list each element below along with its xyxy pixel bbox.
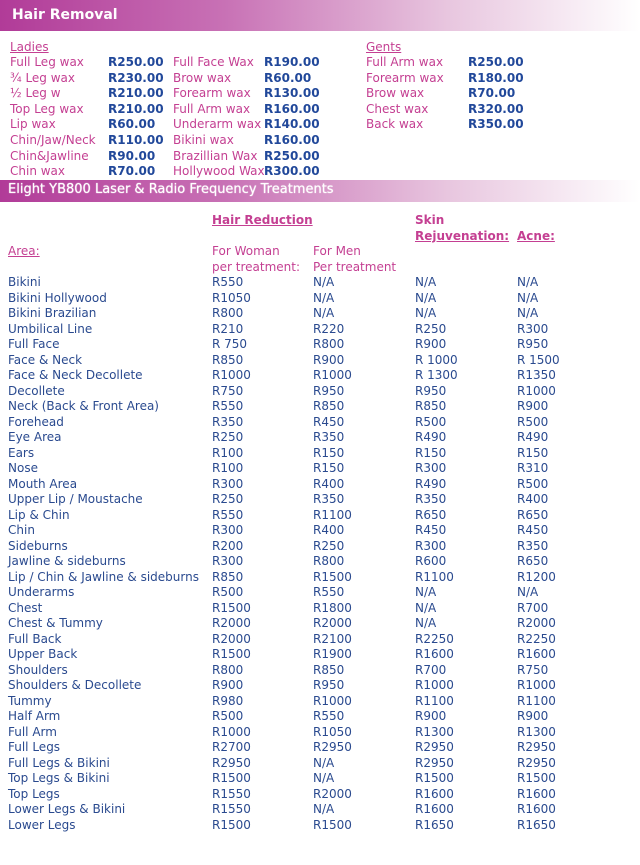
acne-heading: Acne: [517,229,555,243]
table-row [0,477,640,493]
rejuvenation-price-cell: R1100 [415,693,454,708]
wax-item-name: Back wax [366,117,424,132]
acne-price-cell: R500 [517,476,549,491]
area-cell: Lower Legs & Bikini [8,802,126,816]
men-price-cell: R850 [313,662,345,677]
rejuvenation-price-cell: R1600 [415,647,454,661]
wax-item-price: R190.00 [264,55,320,69]
men-price-cell: R800 [313,337,345,351]
wax-item-price: R250.00 [468,55,524,69]
acne-price-cell: N/A [517,290,539,305]
women-price-cell: R850 [212,569,244,584]
acne-price-cell: R2000 [517,616,556,630]
men-price-cell: R450 [313,414,345,429]
wax-item-price: R160.00 [264,101,320,116]
women-price-cell: R100 [212,445,244,460]
men-price-cell: R400 [313,523,345,537]
acne-price-cell: R1650 [517,817,556,832]
table-row [0,740,640,756]
table-row [0,384,640,400]
table-row [0,787,640,803]
rejuvenation-price-cell: R1500 [415,771,454,785]
wax-item-price: R250.00 [108,55,164,69]
acne-price-cell: R2950 [517,755,556,770]
women-price-cell: R1500 [212,600,251,615]
wax-item-price: R210.00 [108,86,164,101]
area-cell: Top Legs [8,786,60,801]
wax-item-name: Forearm wax [173,86,251,101]
area-cell: Jawline & sideburns [8,554,126,568]
wax-item-name: ¾ Leg wax [10,70,76,85]
area-cell: Full Legs & Bikini [8,755,110,770]
table-row [0,694,640,710]
rejuvenation-price-cell: R 1000 [415,352,458,367]
acne-price-cell: R750 [517,662,549,677]
women-price-cell: R250 [212,430,244,444]
men-price-cell: N/A [313,771,335,785]
rejuvenation-price-cell: R2950 [415,755,454,770]
wax-item-price: R300.00 [264,164,320,179]
women-price-cell: R250 [212,492,244,506]
area-cell: Full Back [8,631,62,646]
women-price-cell: R900 [212,678,244,692]
women-price-cell: R300 [212,523,244,537]
rejuvenation-price-cell: R250 [415,321,447,336]
wax-item-name: Underarm wax [173,117,262,132]
area-cell: Full Legs [8,740,61,754]
wax-item-name: Brow wax [173,70,232,85]
women-price-cell: R1000 [212,368,251,382]
men-price-cell: R1100 [313,507,352,522]
acne-price-cell: R1100 [517,693,556,708]
area-cell: Half Arm [8,709,61,723]
rejuvenation-price-cell: R900 [415,709,447,723]
wax-item-name: Full Arm wax [366,55,444,69]
table-row [0,756,640,772]
wax-item-price: R70.00 [108,164,156,179]
wax-item-price: R110.00 [108,133,164,147]
wax-item-name: Lip wax [10,117,56,132]
wax-item-name: Bikini wax [173,133,234,147]
women-price-cell: R300 [212,554,244,568]
wax-item-price: R250.00 [264,148,320,163]
wax-item-name: Full Face Wax [173,55,254,69]
women-price-cell: R200 [212,538,244,553]
table-row [0,461,640,477]
wax-item-price: R160.00 [264,133,320,147]
rejuvenation-price-cell: R1600 [415,802,454,816]
table-row [0,508,640,524]
table-row [0,709,640,725]
acne-price-cell: R1600 [517,786,556,801]
area-cell: Neck (Back & Front Area) [8,399,159,413]
rejuvenation-price-cell: R150 [415,445,447,460]
table-row [0,725,640,741]
hair-reduction-heading: Hair Reduction [212,213,313,227]
wax-item-price: R130.00 [264,86,320,101]
table-row [0,322,640,338]
area-cell: Top Legs & Bikini [8,771,110,785]
wax-item-name: Full Arm wax [173,101,251,116]
wax-item-name: Brow wax [366,86,425,101]
table-row [0,678,640,694]
rejuvenation-price-cell: R650 [415,507,447,522]
table-row [0,570,640,586]
area-cell: Bikini Brazilian [8,306,97,320]
rejuvenation-price-cell: N/A [415,275,437,289]
women-price-cell: R100 [212,461,244,475]
men-price-cell: N/A [313,306,335,320]
women-price-cell: R300 [212,476,244,491]
women-price-cell: R2000 [212,616,251,630]
women-price-cell: R1500 [212,817,251,832]
hair-removal-title: Hair Removal [12,7,118,23]
rejuvenation-price-cell: R1300 [415,724,454,739]
area-cell: Forehead [8,414,64,429]
women-price-cell: R210 [212,321,244,336]
wax-item-price: R180.00 [468,70,524,85]
area-cell: Bikini [8,275,41,289]
wax-item-price: R140.00 [264,117,320,132]
acne-price-cell: R150 [517,445,549,460]
table-row [0,368,640,384]
men-price-cell: R350 [313,492,345,506]
area-cell: Full Arm [8,724,57,739]
table-row [0,415,640,431]
women-price-cell: R 750 [212,337,248,351]
rejuvenation-price-cell: R2250 [415,631,454,646]
wax-item-price: R60.00 [264,70,312,85]
acne-price-cell: R1000 [517,383,556,398]
men-price-cell: R850 [313,399,345,413]
skin-heading: Skin [415,213,445,227]
rejuvenation-price-cell: R1000 [415,678,454,692]
acne-price-cell: R310 [517,461,549,475]
men-price-cell: R950 [313,678,345,692]
acne-price-cell: R1600 [517,802,556,816]
women-price-cell: R550 [212,275,244,289]
men-price-cell: N/A [313,290,335,305]
men-price-cell: R550 [313,585,345,599]
area-cell: Full Face [8,337,60,351]
area-cell: Decollete [8,383,65,398]
rejuvenation-price-cell: R450 [415,523,447,537]
men-price-cell: R1000 [313,368,352,382]
table-row [0,492,640,508]
table-row [0,399,640,415]
area-cell: Underarms [8,585,75,599]
men-heading-1: For Men [313,244,361,258]
area-cell: Tummy [8,693,52,708]
hair-removal-banner [0,0,640,31]
area-cell: Umbilical Line [8,321,93,336]
table-row [0,291,640,307]
table-row [0,523,640,539]
area-heading: Area: [8,244,40,258]
rejuvenation-price-cell: N/A [415,585,437,599]
acne-price-cell: R1350 [517,368,556,382]
women-price-cell: R750 [212,383,244,398]
acne-price-cell: R650 [517,507,549,522]
men-price-cell: R2000 [313,616,352,630]
rejuvenation-price-cell: R950 [415,383,447,398]
rejuvenation-price-cell: R 1300 [415,368,458,382]
men-price-cell: R1000 [313,693,352,708]
table-row [0,539,640,555]
acne-price-cell: R1600 [517,647,556,661]
men-price-cell: R150 [313,461,345,475]
women-heading-1: For Woman [212,244,280,258]
area-cell: Mouth Area [8,476,78,491]
men-price-cell: R220 [313,321,345,336]
rejuvenation-price-cell: R1650 [415,817,454,832]
rejuvenation-price-cell: N/A [415,600,437,615]
table-row [0,802,640,818]
rejuvenation-price-cell: R2950 [415,740,454,754]
rejuvenation-price-cell: R490 [415,430,447,444]
table-row [0,632,640,648]
area-cell: Chin [8,523,35,537]
men-price-cell: R250 [313,538,345,553]
wax-item-name: Hollywood Wax [173,164,265,179]
men-price-cell: R400 [313,476,345,491]
women-price-cell: R2700 [212,740,251,754]
acne-price-cell: R1000 [517,678,556,692]
women-price-cell: R2950 [212,755,251,770]
area-cell: Ears [8,445,35,460]
women-price-cell: R800 [212,662,244,677]
table-row [0,585,640,601]
table-row [0,771,640,787]
rejuvenation-price-cell: R490 [415,476,447,491]
rejuvenation-heading: Rejuvenation: [415,229,510,243]
men-price-cell: R2000 [313,786,352,801]
acne-price-cell: R900 [517,709,549,723]
area-cell: Shoulders & Decollete [8,678,142,692]
acne-price-cell: R300 [517,321,549,336]
acne-price-cell: R1200 [517,569,556,584]
men-price-cell: R1900 [313,647,352,661]
women-price-cell: R980 [212,693,244,708]
wax-item-price: R210.00 [108,101,164,116]
wax-item-price: R230.00 [108,70,164,85]
women-price-cell: R1550 [212,802,251,816]
rejuvenation-price-cell: N/A [415,306,437,320]
acne-price-cell: N/A [517,275,539,289]
laser-banner [0,180,640,202]
wax-item-name: Chest wax [366,101,429,116]
table-row [0,663,640,679]
rejuvenation-price-cell: R600 [415,554,447,568]
area-cell: Eye Area [8,430,62,444]
rejuvenation-price-cell: R300 [415,538,447,553]
rejuvenation-price-cell: N/A [415,616,437,630]
men-price-cell: R150 [313,445,345,460]
wax-item-name: Brazillian Wax [173,148,258,163]
table-row [0,647,640,663]
wax-item-name: Forearm wax [366,70,444,85]
men-price-cell: R900 [313,352,345,367]
table-row [0,818,640,834]
ladies-heading: Ladies [10,40,49,54]
women-price-cell: R850 [212,352,244,367]
women-price-cell: R1500 [212,647,251,661]
wax-item-name: Full Leg wax [10,55,84,69]
women-price-cell: R500 [212,709,244,723]
area-cell: Upper Back [8,647,78,661]
area-cell: Shoulders [8,662,68,677]
men-heading-2: Per treatment [313,260,397,274]
women-price-cell: R1550 [212,786,251,801]
men-price-cell: N/A [313,755,335,770]
men-price-cell: R950 [313,383,345,398]
wax-item-name: Chin/Jaw/Neck [10,133,96,147]
acne-price-cell: R400 [517,492,549,506]
acne-price-cell: N/A [517,306,539,320]
table-row [0,430,640,446]
wax-item-name: Chin wax [10,164,66,179]
table-row [0,554,640,570]
men-price-cell: R1050 [313,724,352,739]
men-price-cell: R1500 [313,569,352,584]
acne-price-cell: R2950 [517,740,556,754]
wax-item-name: ½ Leg w [10,86,61,101]
wax-item-price: R90.00 [108,148,156,163]
area-cell: Lip & Chin [8,507,70,522]
women-price-cell: R2000 [212,631,251,646]
table-row [0,601,640,617]
wax-item-name: Top Leg wax [10,101,84,116]
men-price-cell: N/A [313,275,335,289]
table-row [0,616,640,632]
area-cell: Lip / Chin & Jawline & sideburns [8,569,199,584]
men-price-cell: R550 [313,709,345,723]
acne-price-cell: R700 [517,600,549,615]
rejuvenation-price-cell: R850 [415,399,447,413]
acne-price-cell: R500 [517,414,549,429]
acne-price-cell: R1500 [517,771,556,785]
acne-price-cell: R 1500 [517,352,560,367]
wax-item-price: R60.00 [108,117,156,132]
rejuvenation-price-cell: R1600 [415,786,454,801]
laser-title: Elight YB800 Laser & Radio Frequency Treatments [8,182,334,197]
women-price-cell: R1000 [212,724,251,739]
wax-item-name: Chin&Jawline [10,148,89,163]
acne-price-cell: R350 [517,538,549,553]
men-price-cell: R1800 [313,600,352,615]
area-cell: Lower Legs [8,817,76,832]
table-row [0,306,640,322]
acne-price-cell: R490 [517,430,549,444]
women-price-cell: R800 [212,306,244,320]
area-cell: Chest & Tummy [8,616,103,630]
women-price-cell: R1050 [212,290,251,305]
men-price-cell: R350 [313,430,345,444]
women-heading-2: per treatment: [212,260,300,274]
wax-item-price: R320.00 [468,101,524,116]
acne-price-cell: R2250 [517,631,556,646]
area-cell: Face & Neck [8,352,83,367]
rejuvenation-price-cell: R500 [415,414,447,429]
women-price-cell: R550 [212,399,244,413]
area-cell: Upper Lip / Moustache [8,492,143,506]
acne-price-cell: R450 [517,523,549,537]
women-price-cell: R500 [212,585,244,599]
acne-price-cell: R650 [517,554,549,568]
area-cell: Sideburns [8,538,68,553]
rejuvenation-price-cell: R700 [415,662,447,677]
rejuvenation-price-cell: R900 [415,337,447,351]
area-cell: Face & Neck Decollete [8,368,143,382]
acne-price-cell: R900 [517,399,549,413]
table-row [0,353,640,369]
rejuvenation-price-cell: R300 [415,461,447,475]
rejuvenation-price-cell: R350 [415,492,447,506]
table-row [0,337,640,353]
women-price-cell: R1500 [212,771,251,785]
area-cell: Chest [8,600,43,615]
men-price-cell: R2100 [313,631,352,646]
acne-price-cell: R1300 [517,724,556,739]
area-cell: Bikini Hollywood [8,290,107,305]
women-price-cell: R550 [212,507,244,522]
acne-price-cell: R950 [517,337,549,351]
women-price-cell: R350 [212,414,244,429]
men-price-cell: N/A [313,802,335,816]
rejuvenation-price-cell: R1100 [415,569,454,584]
area-cell: Nose [8,461,38,475]
men-price-cell: R2950 [313,740,352,754]
men-price-cell: R1500 [313,817,352,832]
wax-item-price: R70.00 [468,86,516,101]
wax-item-price: R350.00 [468,117,524,132]
rejuvenation-price-cell: N/A [415,290,437,305]
acne-price-cell: N/A [517,585,539,599]
gents-heading: Gents [366,40,402,54]
table-row [0,275,640,291]
men-price-cell: R800 [313,554,345,568]
table-row [0,446,640,462]
